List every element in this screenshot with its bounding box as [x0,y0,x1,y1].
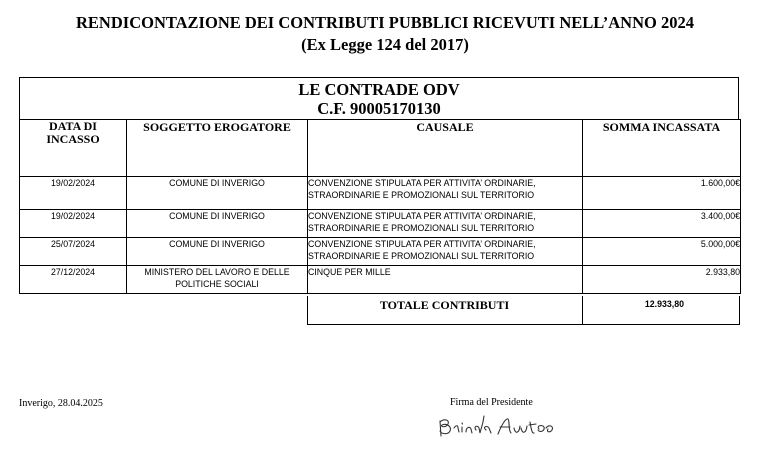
cell-date: 19/02/2024 [20,177,127,210]
cell-subject [127,266,308,294]
table-row [20,266,741,294]
cell-subject-line1: MINISTERO DEL LAVORO E DELLE [144,267,290,277]
total-value: 12.933,80 [644,299,684,309]
organization-name: LE CONTRADE ODV [298,80,460,99]
cell-subject [127,238,308,266]
column-header-reason: CAUSALE [308,120,583,177]
contributions-table [19,119,741,294]
document-title: RENDICONTAZIONE DEI CONTRIBUTI PUBBLICI RICEVUTI NELL’ANNO 2024 [76,13,694,32]
column-header-amount: SOMMA INCASSATA [583,120,741,177]
cell-subject-line1: COMUNE DI INVERIGO [169,239,265,249]
cell-reason [308,266,583,294]
cell-date: 25/07/2024 [20,238,127,266]
column-header-date-line2: INCASSO [46,132,100,146]
column-header-subject: SOGGETTO EROGATORE [127,120,308,177]
cell-date: 19/02/2024 [20,210,127,238]
cell-subject [127,210,308,238]
cell-amount: 2.933,80 [583,266,741,294]
table-row [20,210,741,238]
cell-reason [308,210,583,238]
president-signature [436,412,566,442]
cell-reason [308,177,583,210]
cell-subject-line1: COMUNE DI INVERIGO [169,211,265,221]
cell-amount: 1.600,00€ [583,177,741,210]
column-header-date-line1: DATA DI [49,119,97,133]
cell-subject-line2: POLITICHE SOCIALI [175,279,259,289]
cell-reason-line2: STRAORDINARIE E PROMOZIONALI SUL TERRITORIO [308,190,535,200]
cell-date: 27/12/2024 [20,266,127,294]
signature-label: Firma del Presidente [450,397,533,408]
table-row [20,177,741,210]
cell-subject-line1: COMUNE DI INVERIGO [169,178,265,188]
total-label: TOTALE CONTRIBUTI [379,298,510,312]
table-header-row [20,120,741,177]
cell-reason-line2: STRAORDINARIE E PROMOZIONALI SUL TERRITORIO [308,251,535,261]
cell-reason-line1: CONVENZIONE STIPULATA PER ATTIVITA’ ORDINARIE, [308,239,536,249]
column-header-date [20,120,127,177]
cell-reason-line1: CINQUE PER MILLE [308,267,391,277]
document-subtitle: (Ex Legge 124 del 2017) [301,35,469,54]
place-date: Inverigo, 28.04.2025 [19,398,103,409]
cell-subject [127,177,308,210]
organization-tax-code: C.F. 90005170130 [317,99,441,118]
cell-reason-line2: STRAORDINARIE E PROMOZIONALI SUL TERRITORIO [308,223,535,233]
cell-reason [308,238,583,266]
cell-reason-line1: CONVENZIONE STIPULATA PER ATTIVITA’ ORDINARIE, [308,211,536,221]
table-row [20,238,741,266]
cell-reason-line1: CONVENZIONE STIPULATA PER ATTIVITA’ ORDINARIE, [308,178,536,188]
cell-amount: 3.400,00€ [583,210,741,238]
cell-amount: 5.000,00€ [583,238,741,266]
